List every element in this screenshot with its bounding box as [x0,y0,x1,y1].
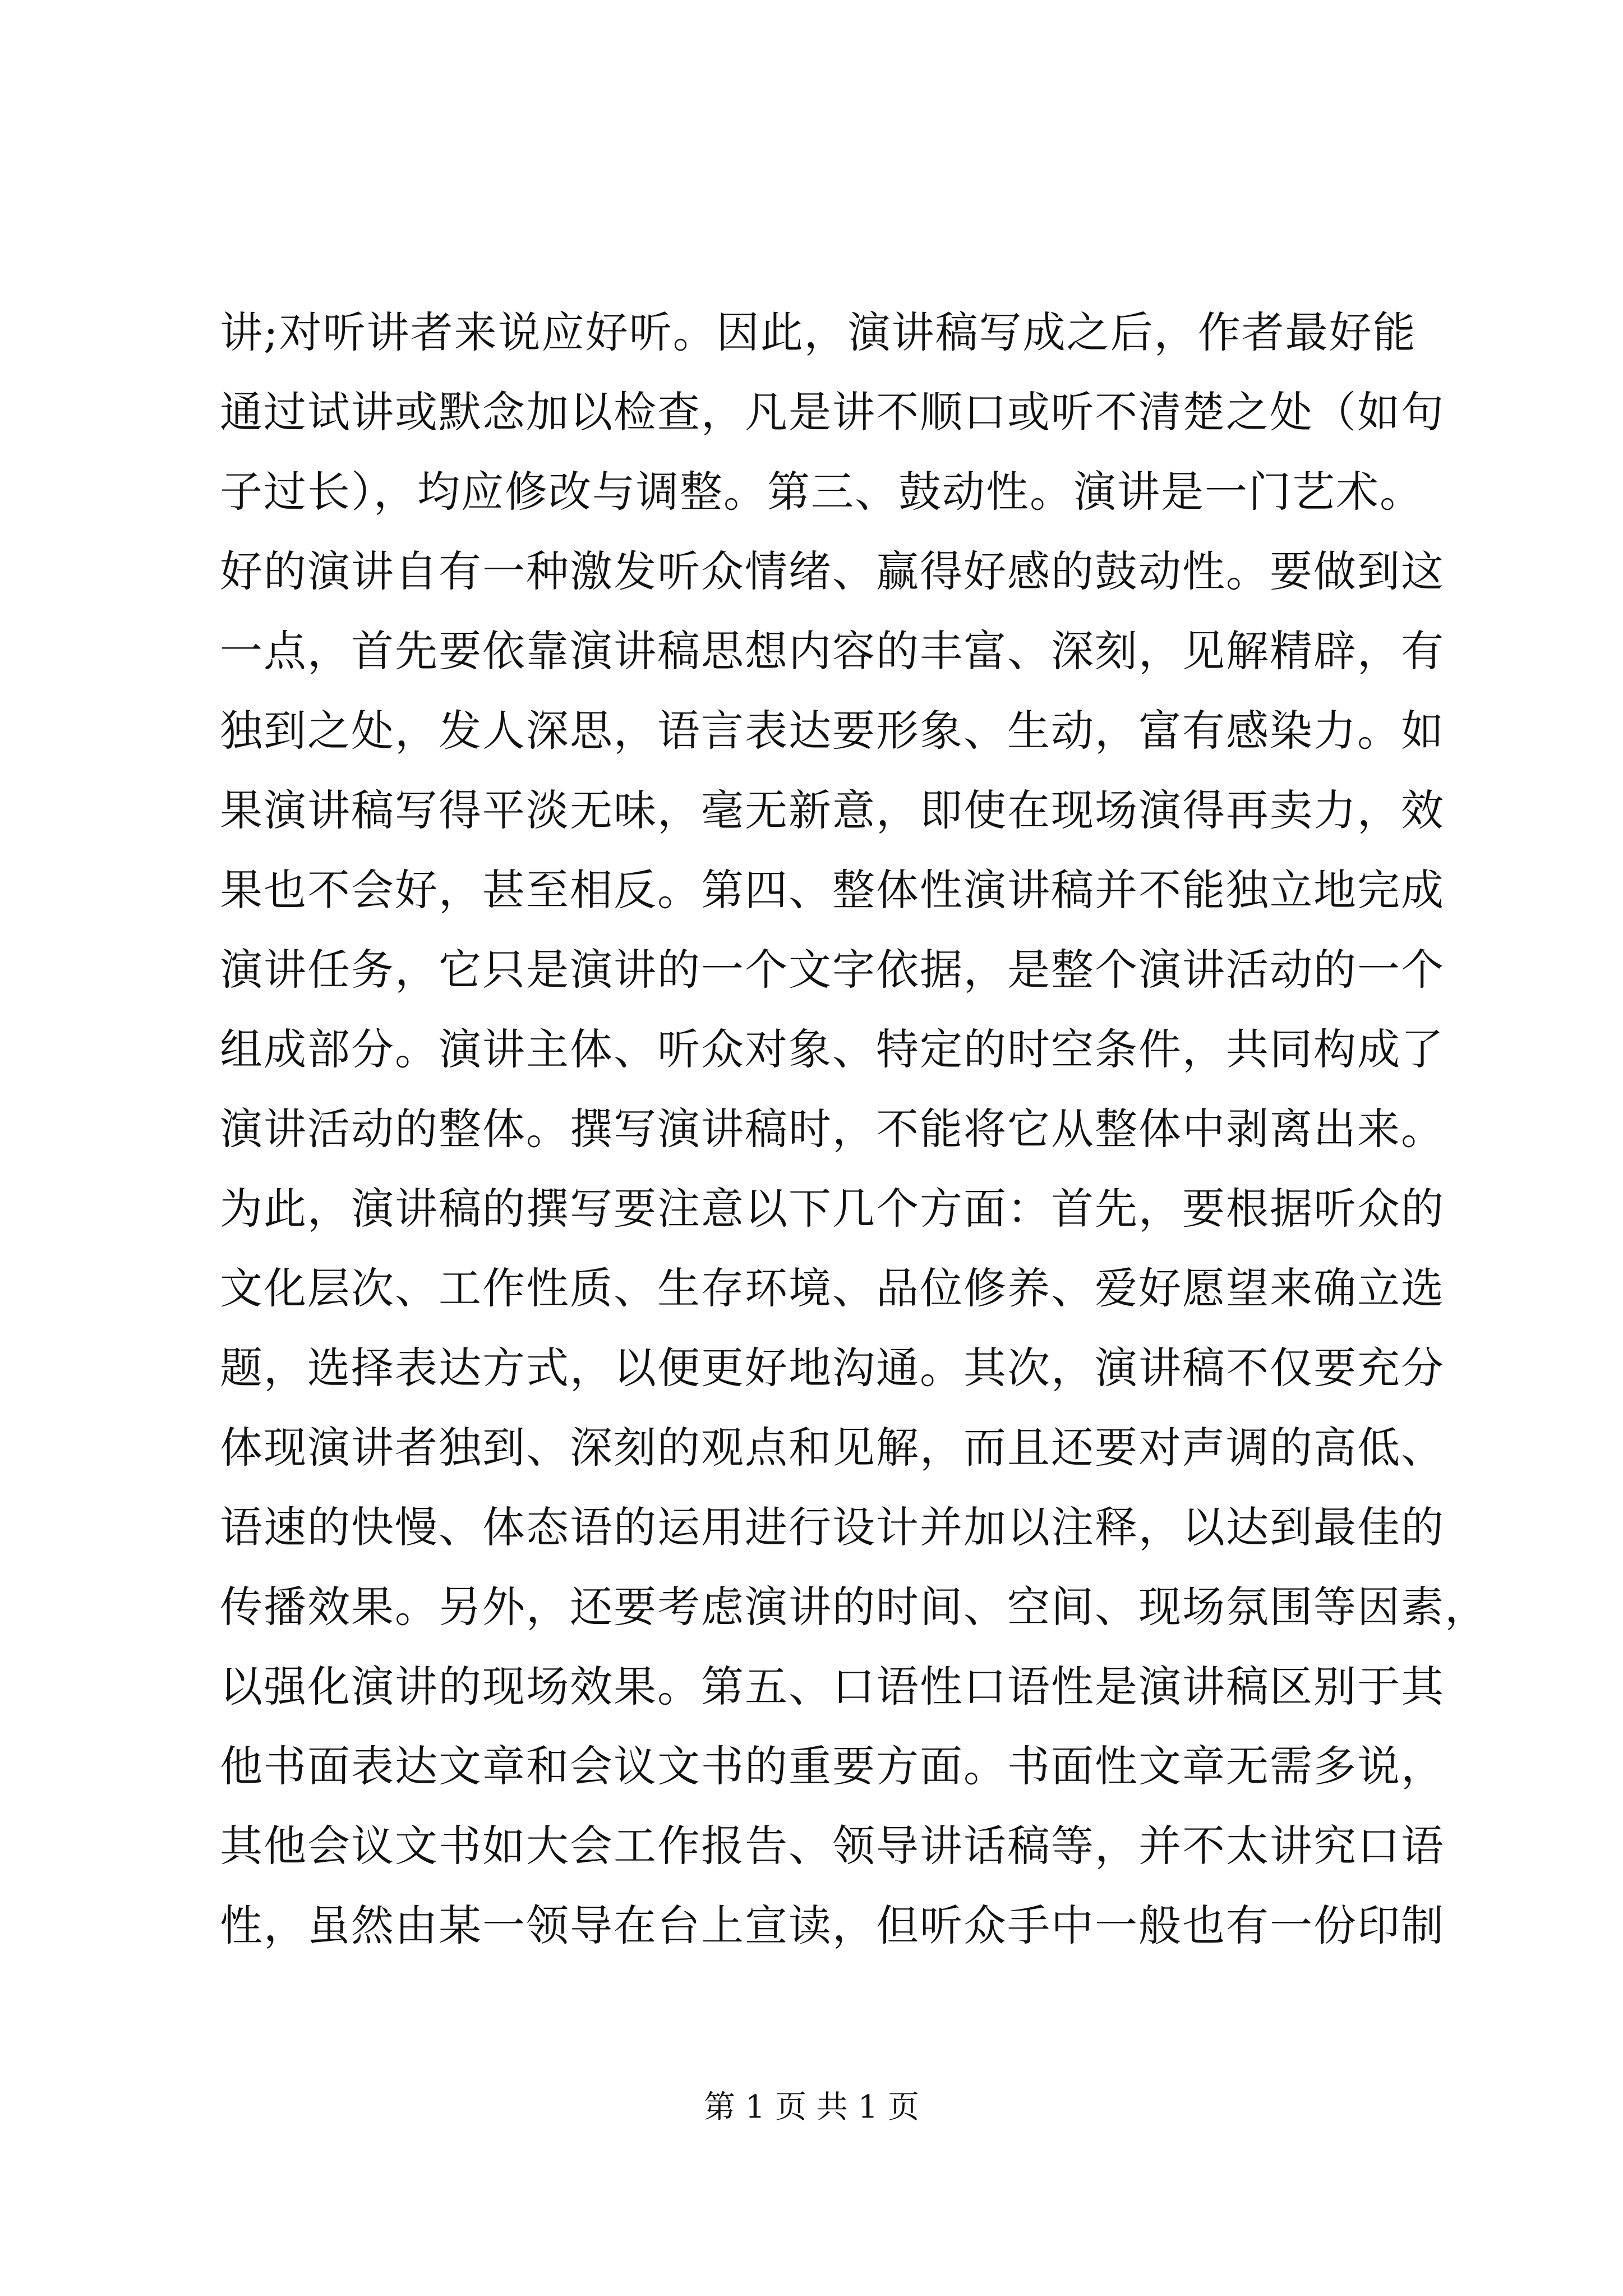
text-line: 组成部分。演讲主体、听众对象、特定的时空条件，共同构成了 [220,1024,1445,1074]
text-line: 演讲活动的整体。撰写演讲稿时，不能将它从整体中剥离出来。 [220,1104,1445,1154]
text-line: 文化层次、工作性质、生存环境、品位修养、爱好愿望来确立选 [220,1263,1445,1313]
text-line: 一点，首先要依靠演讲稿思想内容的丰富、深刻，见解精辟，有 [220,626,1445,676]
text-line: 传播效果。另外，还要考虑演讲的时间、空间、现场氛围等因素， [220,1582,1488,1632]
text-line: 果也不会好，甚至相反。第四、整体性演讲稿并不能独立地完成 [220,865,1445,915]
text-line: 讲;对听讲者来说应好听。因此，演讲稿写成之后，作者最好能 [220,307,1417,357]
page-footer: 第 1 页 共 1 页 [703,2089,920,2125]
text-line: 子过长），均应修改与调整。第三、鼓动性。演讲是一门艺术。 [220,467,1423,517]
text-line: 语速的快慢、体态语的运用进行设计并加以注释，以达到最佳的 [220,1502,1445,1552]
document-body [220,293,1488,1966]
text-line: 演讲任务，它只是演讲的一个文字依据，是整个演讲活动的一个 [220,945,1445,995]
text-line: 以强化演讲的现场效果。第五、口语性口语性是演讲稿区别于其 [220,1662,1445,1711]
text-line: 体现演讲者独到、深刻的观点和见解，而且还要对声调的高低、 [220,1423,1445,1473]
text-line: 好的演讲自有一种激发听众情绪、赢得好感的鼓动性。要做到这 [220,546,1445,596]
text-line: 为此，演讲稿的撰写要注意以下几个方面：首先，要根据听众的 [220,1184,1445,1234]
text-line: 独到之处，发人深思，语言表达要形象、生动，富有感染力。如 [220,706,1445,756]
text-line: 果演讲稿写得平淡无味，毫无新意，即使在现场演得再卖力，效 [220,785,1445,835]
text-line: 他书面表达文章和会议文书的重要方面。书面性文章无需多说， [220,1741,1445,1791]
text-line: 其他会议文书如大会工作报告、领导讲话稿等，并不太讲究口语 [220,1821,1445,1871]
text-line: 通过试讲或默念加以检查，凡是讲不顺口或听不清楚之处（如句 [220,387,1445,437]
text-line: 题，选择表达方式，以便更好地沟通。其次，演讲稿不仅要充分 [220,1343,1445,1393]
text-line: 性，虽然由某一领导在台上宣读，但听众手中一般也有一份印制 [220,1901,1445,1950]
